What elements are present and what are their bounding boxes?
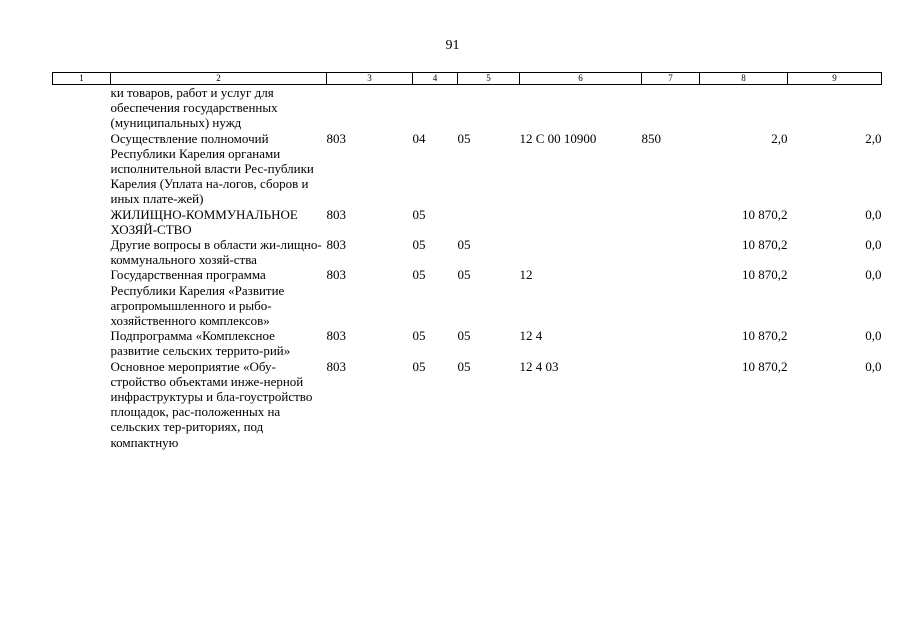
column-number-header-row xyxy=(53,73,882,85)
row-number-cell xyxy=(53,207,111,237)
amount-col8-cell: 10 870,2 xyxy=(742,206,788,222)
target-item-cell: 12 4 03 xyxy=(519,358,559,374)
column-header: 2 xyxy=(111,73,327,85)
subsection-code-cell: 05 xyxy=(457,237,471,253)
expense-type-cell: 850 xyxy=(641,130,661,146)
section-code-cell: 05 xyxy=(412,237,426,253)
expense-type-cell xyxy=(642,267,700,328)
amount-col9-cell: 2,0 xyxy=(865,130,882,146)
target-item-cell: 12 4 xyxy=(519,328,543,344)
expense-type-cell xyxy=(642,359,700,450)
subsection-code-cell: 05 xyxy=(457,267,471,283)
target-item-cell xyxy=(520,85,642,131)
section-code-cell: 05 xyxy=(412,267,426,283)
item-name-cell: ки товаров, работ и услуг для обеспечения государственных (муниципальных) нужд xyxy=(110,85,278,131)
item-name-cell: Государственная программа Республики Карелия «Развитие агропромышленного и рыбо-хозяйственного комплексов» xyxy=(110,267,285,329)
amount-col8-cell xyxy=(700,85,788,131)
section-code-cell xyxy=(413,85,458,131)
item-name-cell: Другие вопросы в области жи-лищно-коммунального хозяй-ства xyxy=(110,237,322,268)
table-row xyxy=(53,237,882,267)
amount-col8-cell: 10 870,2 xyxy=(742,267,788,283)
amount-col8-cell: 10 870,2 xyxy=(742,328,788,344)
row-number-cell xyxy=(53,328,111,358)
table-row xyxy=(53,359,882,450)
column-header: 5 xyxy=(458,73,520,85)
amount-col9-cell: 0,0 xyxy=(865,206,882,222)
subsection-code-cell xyxy=(458,207,520,237)
subsection-code-cell: 05 xyxy=(457,328,471,344)
table-row xyxy=(53,328,882,358)
item-name-cell: Осуществление полномочий Республики Карелия органами исполнительной власти Рес-публики Карелия (Уплата на-логов, сборов и иных плате-жей) xyxy=(110,130,314,207)
table-row xyxy=(53,207,882,237)
expense-type-cell xyxy=(642,328,700,358)
admin-code-cell: 803 xyxy=(326,267,346,283)
admin-code-cell: 803 xyxy=(326,206,346,222)
target-item-cell xyxy=(520,207,642,237)
column-header: 6 xyxy=(520,73,642,85)
section-code-cell: 05 xyxy=(412,328,426,344)
expense-type-cell xyxy=(642,85,700,131)
amount-col9-cell: 0,0 xyxy=(865,237,882,253)
admin-code-cell xyxy=(327,85,413,131)
target-item-cell: 12 xyxy=(519,267,533,283)
amount-col9-cell: 0,0 xyxy=(865,267,882,283)
target-item-cell: 12 С 00 10900 xyxy=(519,130,597,146)
item-name-cell: ЖИЛИЩНО-КОММУНАЛЬНОЕ ХОЗЯЙ-СТВО xyxy=(110,206,298,237)
expense-type-cell xyxy=(642,207,700,237)
amount-col8-cell: 2,0 xyxy=(771,130,788,146)
amount-col9-cell: 0,0 xyxy=(865,358,882,374)
table-row xyxy=(53,267,882,328)
admin-code-cell: 803 xyxy=(326,237,346,253)
row-number-cell xyxy=(53,267,111,328)
table-row xyxy=(53,131,882,207)
admin-code-cell: 803 xyxy=(326,328,346,344)
table-row xyxy=(53,85,882,131)
admin-code-cell: 803 xyxy=(326,130,346,146)
subsection-code-cell: 05 xyxy=(457,130,471,146)
row-number-cell xyxy=(53,85,111,131)
item-name-cell: Подпрограмма «Комплексное развитие сельских террито-рий» xyxy=(110,328,291,359)
expense-type-cell xyxy=(642,237,700,267)
admin-code-cell: 803 xyxy=(326,358,346,374)
page-number: 91 xyxy=(445,38,460,53)
item-name-cell: Основное мероприятие «Обу-стройство объектами инже-нерной инфраструктуры и бла-гоустройство площадок, рас-положенных на сельских тер-риториях, под компактную xyxy=(110,358,313,450)
column-header: 3 xyxy=(327,73,413,85)
column-header: 4 xyxy=(413,73,458,85)
section-code-cell: 05 xyxy=(412,358,426,374)
column-header: 8 xyxy=(700,73,788,85)
amount-col8-cell: 10 870,2 xyxy=(742,237,788,253)
amount-col9-cell xyxy=(788,85,882,131)
budget-table xyxy=(52,72,882,450)
row-number-cell xyxy=(53,237,111,267)
amount-col9-cell: 0,0 xyxy=(865,328,882,344)
column-header: 9 xyxy=(788,73,882,85)
subsection-code-cell xyxy=(458,85,520,131)
column-header: 1 xyxy=(53,73,111,85)
row-number-cell xyxy=(53,359,111,450)
amount-col8-cell: 10 870,2 xyxy=(742,358,788,374)
row-number-cell xyxy=(53,131,111,207)
target-item-cell xyxy=(520,237,642,267)
column-header: 7 xyxy=(642,73,700,85)
section-code-cell: 04 xyxy=(412,130,426,146)
subsection-code-cell: 05 xyxy=(457,358,471,374)
section-code-cell: 05 xyxy=(412,206,426,222)
